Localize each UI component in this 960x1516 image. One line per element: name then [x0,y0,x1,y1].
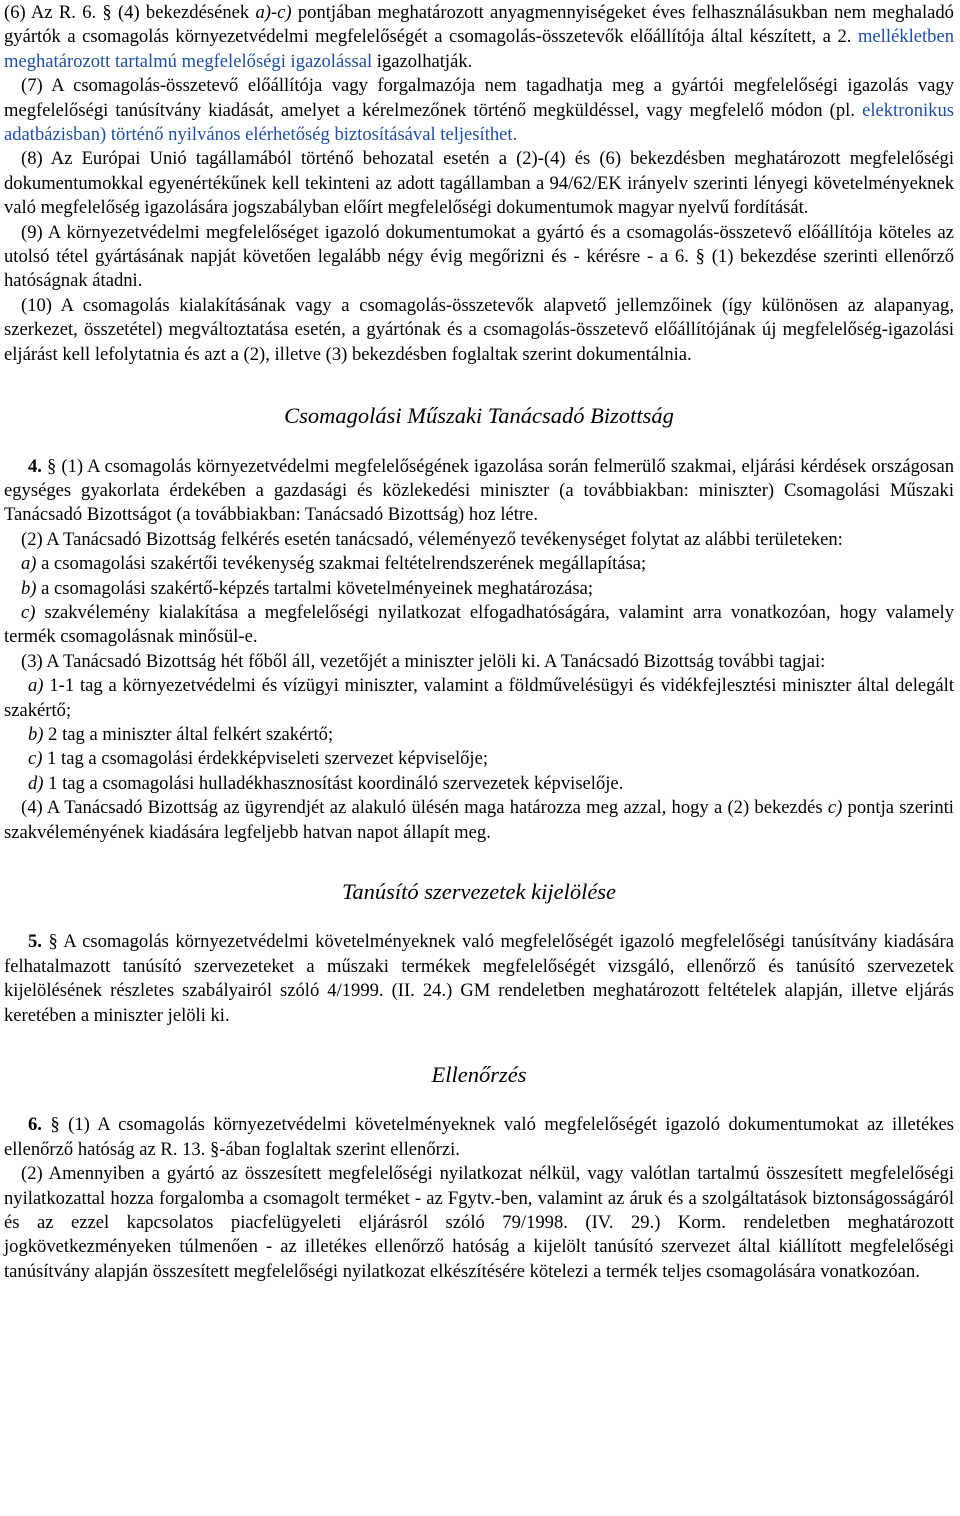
paragraph-p7: (7) A csomagolás-összetevő előállítója vagy forgalmazója nem tagadhatja meg a gyártói megfelelőségi igazolás vagy megfelelőségi tanúsítvány kiadását, amelyet a kérelmezőnek történő megküldéssel, vagy megfelelő módon (pl. elektronikus adatbázisban) történő nyilvános elérhetőség biztosításával teljesíthet. [4,75,954,146]
paragraph-s4p2b: b) a csomagolási szakértő-képzés tartalmi követelményeinek meghatározása; [21,577,594,599]
paragraph-s4p1: 4. § (1) A csomagolás környezetvédelmi megfelelőségének igazolása során felmerülő szakmai, eljárási kérdések országosan egységes gyakorlata érdekében a gazdasági és közlekedési miniszter (a továbbiakban: miniszter) Csomagolási Műszaki Tanácsadó Bizottságot (a továbbiakban: Tanácsadó Bizottság) hoz létre. [4,455,954,526]
heading-ellenorzes: Ellenőrzés [431,1062,527,1088]
paragraph-p9: (9) A környezetvédelmi megfelelőséget igazoló dokumentumokat a gyártó és a csomagolás-összetevő előállítója köteles az utolsó tétel gyártásának napját követően legalább négy évig megőrizni és - kérésre - a 6. § (1) bekezdése szerinti ellenőrző hatóságnak átadni. [4,221,954,292]
section-5 [4,930,954,1028]
paragraph-p8: (8) Az Európai Unió tagállamából történő behozatal esetén a (2)-(4) és (6) bekezdésben meghatározott megfelelőségi dokumentumokkal egyenértékűnek kell tekinteni az adott tagállamban a 94/62/EK irányelv szerinti lényegi követelményeknek való megfelelőség igazolására jogszabályban előírt megfelelőségi dokumentumok magyar nyelvű fordítását. [4,148,954,219]
paragraph-s6p1: 6. § (1) A csomagolás környezetvédelmi követelményeknek való megfelelőségét igazoló dokumentumokat az illetékes ellenőrző hatóság az R. 13. §-ában foglaltak szerint ellenőrzi. [4,1114,954,1160]
paragraph-s4p3a: a) 1-1 tag a környezetvédelmi és vízügyi miniszter, valamint a földművelésügyi és vidékfejlesztési miniszter által delegált szakértő; [4,675,954,721]
paragraph-s4p3: (3) A Tanácsadó Bizottság hét főből áll, vezetőjét a miniszter jelöli ki. A Tanácsadó Bizottság további tagjai: [21,650,826,672]
section-4 [4,455,954,846]
paragraph-s4p4: (4) A Tanácsadó Bizottság az ügyrendjét az alakuló ülésén maga határozza meg azzal, hogy a (2) bekezdés c) pontja szerinti szakvéleményének kiadására legfeljebb hatvan napot állapít meg. [4,797,954,843]
paragraph-s4p3d: d) 1 tag a csomagolási hulladékhasznosítást koordináló szervezetek képviselője. [28,772,624,794]
paragraph-p10: (10) A csomagolás kialakításának vagy a csomagolás-összetevők alapvető jellemzőinek (így különösen az alapanyag, szerkezet, összetétel) megváltoztatása esetén, a gyártónak és a csomagolás-összetevő előállítójának új megfelelőség-igazolási eljárást kell lefolytatnia és azt a (2), illetve (3) bekezdésben foglaltak szerint dokumentálnia. [4,294,954,365]
paragraph-s4p2c: c) szakvélemény kialakítása a megfelelőségi nyilatkozat elfogadhatóságára, valamint arra vonatkozóan, hogy valamely termék csomagolásnak minősül-e. [4,601,954,648]
heading-bizottsag: Csomagolási Műszaki Tanácsadó Bizottság [284,403,674,429]
paragraph-s4p3b: b) 2 tag a miniszter által felkért szakértő; [28,723,334,745]
paragraph-s5p1: 5. § A csomagolás környezetvédelmi követelményeknek való megfelelőségét igazoló megfelelőségi tanúsítvány kiadására felhatalmazott tanúsító szervezeteket a műszaki termékek megfelelőségét vizsgáló, ellenőrző és tanúsító szervezetek kijelölésének részletes szabályairól szóló 4/1999. (II. 24.) GM rendeletben meghatározott feltételek alapján, illetve eljárás keretében a miniszter jelöli ki. [4,931,954,1026]
heading-tanusito: Tanúsító szervezetek kijelölése [341,879,617,904]
paragraph-s4p2a: a) a csomagolási szakértői tevékenység szakmai feltételrendszerének megállapítása; [21,553,647,575]
paragraph-s4p2: (2) A Tanácsadó Bizottság felkérés esetén tanácsadó, véleményező tevékenységet folytat az alábbi területeken: [21,528,843,550]
paragraph-p6: (6) Az R. 6. § (4) bekezdésének a)-c) pontjában meghatározott anyagmennyiségeket éves felhasználásukban nem meghaladó gyártók a csomagolás környezetvédelmi megfelelőségét a csomagolás-összetevők előállítója által készített, a 2. mellékletben meghatározott tartalmú megfelelőségi igazolással igazolhatják. [4,2,954,72]
section-6 [4,1113,954,1284]
section-3-continuation [4,1,954,367]
paragraph-s4p3c: c) 1 tag a csomagolási érdekképviseleti szervezet képviselője; [28,748,489,770]
paragraph-s6p2: (2) Amennyiben a gyártó az összesített megfelelőségi nyilatkozat nélkül, vagy valótlan tartalmú összesített megfelelőségi nyilatkozattal hozza forgalomba a csomagolt terméket - az Fgytv.-ben, valamint az áruk és a szolgáltatások biztonságosságáról és az ezzel kapcsolatos piacfelügyeleti eljárásról szóló 79/1998. (IV. 29.) Korm. rendeletben meghatározott jogkövetkezményeken túlmenően - az illetékes ellenőrző hatóság a kijelölt tanúsító szervezet által kiállított megfelelőségi tanúsítvány alapján összesített megfelelőségi nyilatkozat elkészítésére kötelezi a termék teljes csomagolására vonatkozóan. [4,1163,954,1282]
